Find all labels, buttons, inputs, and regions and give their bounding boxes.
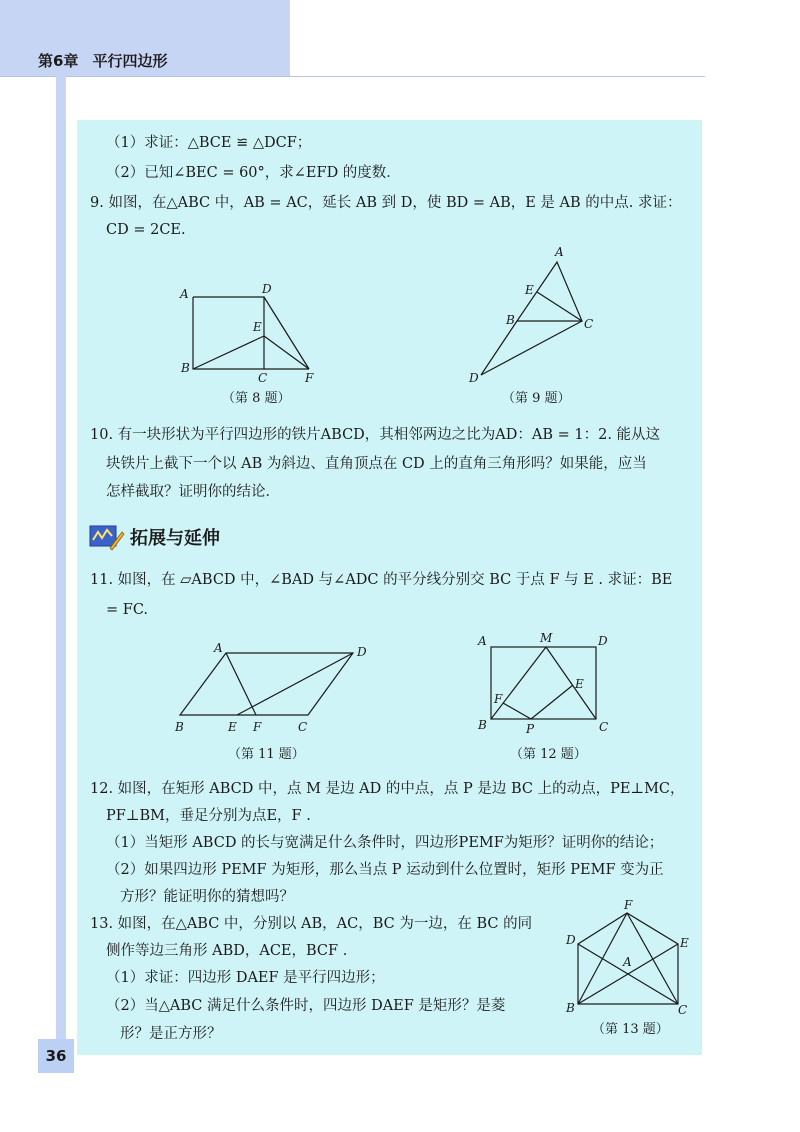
figure-11-caption: （第 11 题） (228, 747, 305, 762)
fig9-label-B: B (506, 313, 515, 327)
chapter-title: 平行四边形 (92, 52, 168, 70)
problem-11-line-2: = FC. (106, 602, 149, 618)
fig13-label-F: F (624, 898, 633, 912)
section-title: 拓展与延伸 (130, 528, 220, 549)
fig8-label-F: F (305, 371, 314, 385)
page-number: 36 (38, 1039, 74, 1073)
problem-8-part-1: （1）求证：△BCE ≌ △DCF； (106, 135, 312, 151)
fig8-label-D: D (262, 282, 272, 296)
fig11-label-F: F (253, 720, 262, 734)
fig8-label-B: B (181, 361, 190, 375)
fig8-label-A: A (180, 287, 189, 301)
fig9-label-C: C (584, 317, 594, 331)
fig12-label-F: F (494, 692, 503, 706)
problem-9-line-1: 9. 如图，在△ABC 中，AB = AC，延长 AB 到 D，使 BD = AB，E 是 AB 的中点. 求证： (90, 195, 682, 211)
problem-10-line-2: 块铁片上截下一个以 AB 为斜边、直角顶点在 CD 上的直角三角形吗？如果能，应当 (106, 456, 647, 472)
problem-9-line-2: CD = 2CE. (106, 222, 186, 238)
fig9-label-E: E (525, 283, 534, 297)
problem-12-part-2-line-2: 方形？能证明你的猜想吗？ (120, 889, 294, 905)
problem-13-part-1: （1）求证：四边形 DAEF 是平行四边形； (106, 970, 385, 986)
problem-13-line-2: 侧作等边三角形 ABD，ACE，BCF . (106, 943, 348, 959)
problem-10-line-3: 怎样截取？证明你的结论． (106, 484, 280, 500)
chapter-number: 第6章 (38, 52, 79, 70)
fig11-label-D: D (357, 645, 367, 659)
problem-13-part-2-line-2: 形？是正方形？ (120, 1026, 222, 1042)
fig11-label-A: A (214, 641, 223, 655)
problem-12-part-2-line-1: （2）如果四边形 PEMF 为矩形，那么当点 P 运动到什么位置时，矩形 PEMF 变为正 (106, 862, 664, 878)
problem-13-line-1: 13. 如图，在△ABC 中，分别以 AB，AC，BC 为一边，在 BC 的同 (90, 916, 533, 932)
fig12-label-A: A (478, 634, 487, 648)
fig11-label-B: B (175, 720, 184, 734)
problem-13-part-2-line-1: （2）当△ABC 满足什么条件时，四边形 DAEF 是矩形？是菱 (106, 998, 506, 1014)
fig12-label-E: E (575, 677, 584, 691)
fig13-label-A: A (623, 955, 632, 969)
figure-12-caption: （第 12 题） (510, 747, 587, 762)
fig13-label-E: E (680, 936, 689, 950)
fig12-label-C: C (599, 720, 609, 734)
fig12-label-D: D (598, 634, 608, 648)
fig9-label-D: D (469, 371, 479, 385)
problem-12-line-2: PF⊥BM，垂足分别为点E，F . (106, 808, 311, 824)
fig12-label-B: B (478, 718, 487, 732)
problem-8-part-2: （2）已知∠BEC = 60°，求∠EFD 的度数． (106, 165, 401, 181)
problem-12-part-1: （1）当矩形 ABCD 的长与宽满足什么条件时，四边形PEMF为矩形？证明你的结论； (106, 835, 664, 851)
problem-11-line-1: 11. 如图，在 ▱ABCD 中，∠BAD 与∠ADC 的平分线分别交 BC 于点 F 与 E . 求证：BE (90, 572, 673, 588)
fig11-label-E: E (228, 720, 237, 734)
fig13-label-D: D (566, 933, 576, 947)
fig8-label-C: C (258, 371, 268, 385)
figure-8-caption: （第 8 题） (222, 391, 291, 406)
fig9-label-A: A (555, 245, 564, 259)
fig13-label-B: B (566, 1001, 575, 1015)
fig12-label-M: M (540, 631, 553, 645)
figure-13-caption: （第 13 题） (592, 1022, 669, 1037)
fig11-label-C: C (298, 720, 308, 734)
fig13-label-C: C (678, 1003, 688, 1017)
fig8-label-E: E (253, 320, 262, 334)
problem-10-line-1: 10. 有一块形状为平行四边形的铁片ABCD，其相邻两边之比为AD：AB = 1：2. 能从这 (90, 427, 661, 443)
figure-9-caption: （第 9 题） (502, 391, 571, 406)
problem-12-line-1: 12. 如图，在矩形 ABCD 中，点 M 是边 AD 的中点，点 P 是边 BC 上的动点，PE⊥MC， (90, 781, 685, 797)
fig12-label-P: P (526, 722, 535, 736)
